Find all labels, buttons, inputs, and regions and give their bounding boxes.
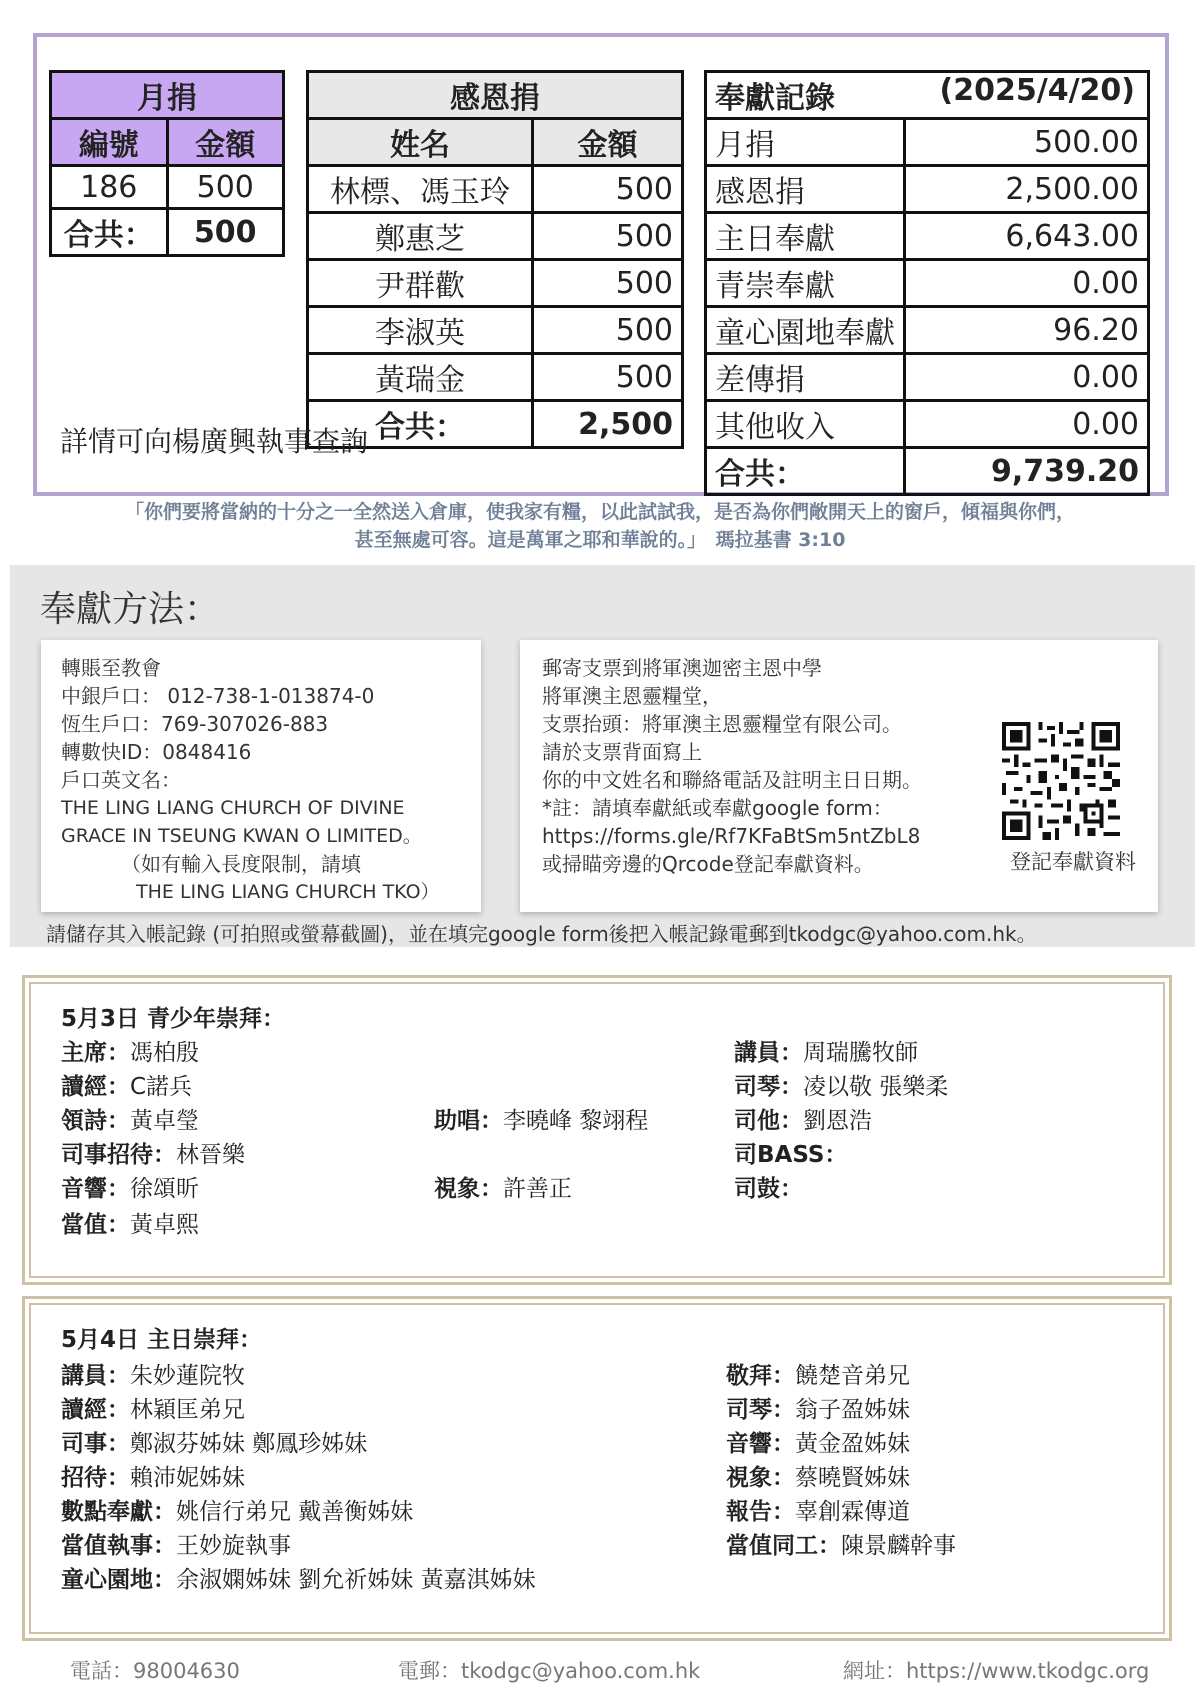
record-label-cell: 月捐 (706, 119, 905, 166)
sunday-report: 報告：辜創霖傳道 (726, 1499, 910, 1525)
bible-verse (0, 498, 1200, 554)
sunday-speaker: 講員：朱妙蓮院牧 (61, 1363, 245, 1389)
bank-line: THE LING LIANG CHURCH OF DIVINE (61, 797, 405, 819)
youth-service-title: 5月3日 青少年崇拜： (61, 1006, 286, 1032)
bank-transfer-card (41, 640, 481, 912)
record-label-cell: 差傳捐 (706, 354, 905, 401)
google-form-link[interactable]: https://forms.gle/Rf7KFaBtSm5ntZbL8 (542, 824, 921, 848)
thanksgiving-amount-cell: 500 (533, 354, 683, 401)
youth-piano: 司琴：凌以敬 張樂柔 (734, 1074, 949, 1100)
bank-line: （如有輸入長度限制，請填 (121, 852, 361, 876)
thanksgiving-name-cell: 尹群歡 (308, 260, 533, 307)
sunday-reading: 讀經：林穎匡弟兄 (61, 1397, 245, 1423)
sunday-worship: 敬拜：饒楚音弟兄 (726, 1363, 910, 1389)
offering-record-table (704, 70, 1150, 496)
footer-phone: 電話：98004630 (70, 1659, 240, 1683)
thanksgiving-total-value: 2,500 (533, 401, 683, 448)
table-row (308, 260, 683, 307)
footer-website[interactable]: 網址：https://www.tkodgc.org (843, 1659, 1150, 1683)
cheque-line: 支票抬頭：將軍澳主恩靈糧堂有限公司。 (542, 712, 902, 736)
record-date: (2025/4/20) (939, 73, 1135, 108)
youth-backing-vocal: 助唱：李曉峰 黎翊程 (434, 1108, 649, 1134)
verse-line-1: 「你們要將當納的十分之一全然送入倉庫，使我家有糧，以此試試我，是否為你們敞開天上的窗戶，傾福與你們， (124, 501, 1075, 523)
youth-reading: 讀經：C諾兵 (61, 1074, 193, 1100)
monthly-no-cell: 186 (51, 166, 168, 209)
cheque-line: 請於支票背面寫上 (542, 740, 702, 764)
sunday-duty-staff: 當值同工：陳景麟幹事 (726, 1533, 956, 1559)
bank-line: 轉數快ID：0848416 (61, 740, 252, 764)
table-row (308, 213, 683, 260)
sunday-usher: 司事：鄭淑芬姊妹 鄭鳳珍姊妹 (61, 1431, 368, 1457)
table-row (706, 354, 1149, 401)
record-value-cell: 0.00 (905, 354, 1149, 401)
youth-duty: 當值：黃卓熙 (61, 1212, 199, 1238)
thanksgiving-name-cell: 黃瑞金 (308, 354, 533, 401)
offering-method-section (10, 565, 1195, 947)
thanksgiving-offering-table (306, 70, 684, 449)
footer-email[interactable]: 電郵：tkodgc@yahoo.com.hk (398, 1659, 701, 1683)
youth-chair: 主席：馮柏殷 (61, 1040, 199, 1066)
table-row (706, 260, 1149, 307)
youth-bass: 司BASS： (734, 1142, 848, 1168)
record-label-cell: 感恩捐 (706, 166, 905, 213)
monthly-total-label: 合共： (51, 209, 168, 256)
record-value-cell: 96.20 (905, 307, 1149, 354)
verse-line-2: 甚至無處可容。這是萬軍之耶和華說的。」 瑪拉基書 3:10 (354, 529, 846, 551)
record-value-cell: 2,500.00 (905, 166, 1149, 213)
monthly-col-amount: 金額 (167, 119, 284, 166)
record-value-cell: 500.00 (905, 119, 1149, 166)
offering-method-title: 奉獻方法： (40, 589, 221, 630)
table-row (706, 166, 1149, 213)
record-label-cell: 其他收入 (706, 401, 905, 448)
table-row (706, 307, 1149, 354)
bank-line: 戶口英文名： (61, 768, 181, 792)
sunday-duty-deacon: 當值執事：王妙旋執事 (61, 1533, 291, 1559)
thanksgiving-col-amount: 金額 (533, 119, 683, 166)
sunday-piano: 司琴：翁子盈姊妹 (726, 1397, 910, 1423)
youth-visual: 視象：許善正 (434, 1176, 572, 1202)
table-row (51, 166, 284, 209)
cheque-line: 將軍澳主恩靈糧堂， (542, 684, 722, 708)
bank-line: 中銀戶口： 012-738-1-013874-0 (61, 684, 375, 708)
enquiry-note: 詳情可向楊廣興執事查詢 (60, 425, 369, 458)
record-label-cell: 主日奉獻 (706, 213, 905, 260)
sunday-welcome: 招待：賴沛妮姊妹 (61, 1465, 245, 1491)
thanksgiving-name-cell: 鄭惠芝 (308, 213, 533, 260)
cheque-line: 你的中文姓名和聯絡電話及註明主日日期。 (542, 768, 922, 792)
monthly-total-value: 500 (167, 209, 284, 256)
monthly-title: 月捐 (51, 72, 284, 119)
monthly-amount-cell: 500 (167, 166, 284, 209)
bank-line: THE LING LIANG CHURCH TKO） (136, 881, 440, 903)
thanksgiving-total-label: 合共： (308, 401, 533, 448)
sunday-kids-corner: 童心園地：余淑嫻姊妹 劉允祈姊妹 黃嘉淇姊妹 (61, 1567, 536, 1593)
qr-code-icon[interactable] (1002, 722, 1120, 840)
table-row (308, 166, 683, 213)
qr-label: 登記奉獻資料 (1010, 850, 1136, 874)
thanksgiving-amount-cell: 500 (533, 260, 683, 307)
cheque-line: 或掃瞄旁邊的Qrcode登記奉獻資料。 (542, 852, 874, 876)
record-value-cell: 0.00 (905, 260, 1149, 307)
table-row (308, 354, 683, 401)
transfer-record-note: 請儲存其入帳記錄 (可拍照或螢幕截圖)，並在填完google form後把入帳記錄電郵到tkodgc@yahoo.com.hk。 (46, 922, 1037, 946)
youth-speaker: 講員：周瑞騰牧師 (734, 1040, 918, 1066)
bank-line: 轉賬至教會 (61, 656, 161, 680)
youth-worship-lead: 領詩：黃卓瑩 (61, 1108, 199, 1134)
record-title: 奉獻記錄 (715, 81, 835, 116)
thanksgiving-amount-cell: 500 (533, 166, 683, 213)
table-row (706, 119, 1149, 166)
thanksgiving-title: 感恩捐 (308, 72, 683, 119)
monthly-col-no: 編號 (51, 119, 168, 166)
table-row (308, 307, 683, 354)
youth-guitar: 司他：劉恩浩 (734, 1108, 872, 1134)
record-value-cell: 0.00 (905, 401, 1149, 448)
thanksgiving-name-cell: 林標、馮玉玲 (308, 166, 533, 213)
record-label-cell: 童心園地奉獻 (706, 307, 905, 354)
cheque-line: *註：請填奉獻紙或奉獻google form： (542, 796, 893, 820)
youth-drum: 司鼓： (734, 1176, 803, 1202)
youth-sound: 音響：徐頌昕 (61, 1176, 199, 1202)
record-total-label: 合共： (706, 448, 905, 495)
sunday-service-box (22, 1296, 1172, 1641)
table-row (706, 401, 1149, 448)
sunday-offering-count: 數點奉獻：姚信行弟兄 戴善衡姊妹 (61, 1499, 414, 1525)
cheque-line: 郵寄支票到將軍澳迦密主恩中學 (542, 656, 822, 680)
sunday-visual: 視象：蔡曉賢姊妹 (726, 1465, 910, 1491)
monthly-offering-table (49, 70, 285, 257)
bank-line: 恆生戶口：769-307026-883 (61, 712, 329, 736)
youth-usher: 司事招待：林晉樂 (61, 1142, 245, 1168)
thanksgiving-col-name: 姓名 (308, 119, 533, 166)
thanksgiving-amount-cell: 500 (533, 213, 683, 260)
thanksgiving-amount-cell: 500 (533, 307, 683, 354)
table-row (706, 213, 1149, 260)
youth-service-box (22, 975, 1172, 1285)
bank-line: GRACE IN TSEUNG KWAN O LIMITED。 (61, 825, 422, 847)
thanksgiving-name-cell: 李淑英 (308, 307, 533, 354)
record-label-cell: 青崇奉獻 (706, 260, 905, 307)
sunday-sound: 音響：黃金盈姊妹 (726, 1431, 910, 1457)
cheque-mail-card (520, 640, 1158, 912)
sunday-service-title: 5月4日 主日崇拜： (61, 1327, 263, 1353)
record-value-cell: 6,643.00 (905, 213, 1149, 260)
record-total-value: 9,739.20 (905, 448, 1149, 495)
